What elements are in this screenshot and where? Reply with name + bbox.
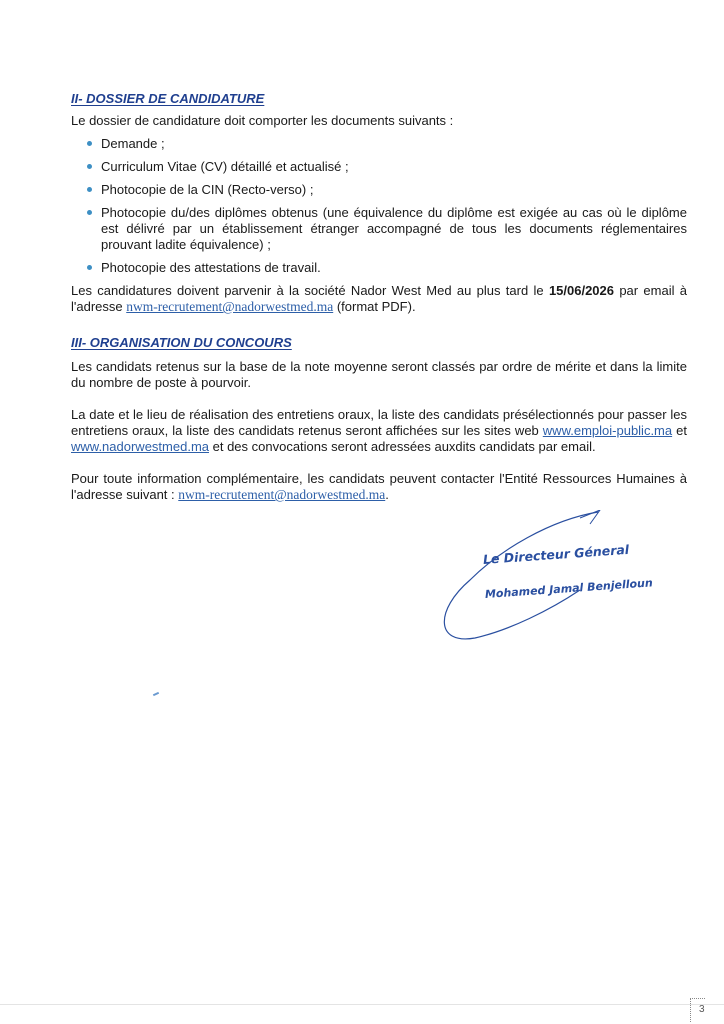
interviews-text: La date et le lieu de réalisation des entretiens oraux, la liste des candidats présélectionnés pour passer les entretiens oraux, la liste des candidats retenus seront affichées sur les sites web (71, 407, 687, 438)
contact-paragraph (71, 471, 687, 503)
list-item (71, 136, 687, 152)
bullet-icon (87, 141, 92, 146)
list-item (71, 159, 687, 175)
list-item (71, 182, 687, 198)
application-email-link[interactable]: nwm-recrutement@nadorwestmed.ma (126, 299, 334, 314)
bullet-icon (87, 187, 92, 192)
section-2-intro: Le dossier de candidature doit comporter les documents suivants : (71, 113, 454, 128)
list-item-text: Photocopie de la CIN (Recto-verso) ; (101, 182, 314, 197)
signatory-title: Le Directeur Géneral (482, 541, 630, 567)
required-documents-list (71, 136, 687, 276)
deadline-text: par email à l'adresse (71, 283, 688, 314)
list-item-text: Curriculum Vitae (CV) détaillé et actualisé ; (101, 159, 349, 174)
deadline-date: 15/06/2026 (548, 283, 615, 298)
deadline-text: Les candidatures doivent parvenir à la société Nador West Med au plus tard le (71, 283, 549, 298)
list-item-text: Demande ; (101, 136, 165, 151)
document-body (71, 91, 687, 503)
bullet-icon (87, 265, 92, 270)
ranking-paragraph: Les candidats retenus sur la base de la note moyenne seront classés par ordre de mérite et dans la limite du nombre de poste à pourvoir. (71, 359, 687, 390)
page-number: 3 (690, 998, 705, 1022)
interviews-paragraph (71, 407, 687, 455)
emploi-public-link[interactable]: www.emploi-public.ma (542, 423, 673, 438)
interviews-text: et (672, 423, 687, 438)
list-item (71, 260, 687, 276)
bullet-icon (87, 164, 92, 169)
contact-text: . (385, 487, 389, 502)
interviews-text: et des convocations seront adressées auxdits candidats par email. (209, 439, 596, 454)
deadline-paragraph (71, 283, 687, 315)
signature-block (430, 510, 654, 650)
footer-divider (0, 1004, 724, 1005)
contact-email-link[interactable]: nwm-recrutement@nadorwestmed.ma (178, 487, 386, 502)
list-item-text: Photocopie du/des diplômes obtenus (une équivalence du diplôme est exigée au cas où le diplôme est délivré par un établissement étranger accompagné de tous les documents réglementaires prouvant ladite équivalence) ; (101, 205, 687, 252)
deadline-text: (format PDF). (333, 299, 416, 314)
list-item-text: Photocopie des attestations de travail. (101, 260, 321, 275)
contact-text: Pour toute information complémentaire, les candidats peuvent contacter l'Entité Ressources Humaines à l'adresse suivant : (71, 471, 687, 502)
list-item (71, 205, 687, 253)
ink-speck (153, 692, 159, 696)
section-3-title: III- ORGANISATION DU CONCOURS (71, 335, 292, 350)
signatory-name: Mohamed Jamal Benjelloun (484, 576, 654, 601)
section-2-title: II- DOSSIER DE CANDIDATURE (71, 91, 265, 106)
bullet-icon (87, 210, 92, 215)
nadorwestmed-link[interactable]: www.nadorwestmed.ma (71, 439, 209, 454)
